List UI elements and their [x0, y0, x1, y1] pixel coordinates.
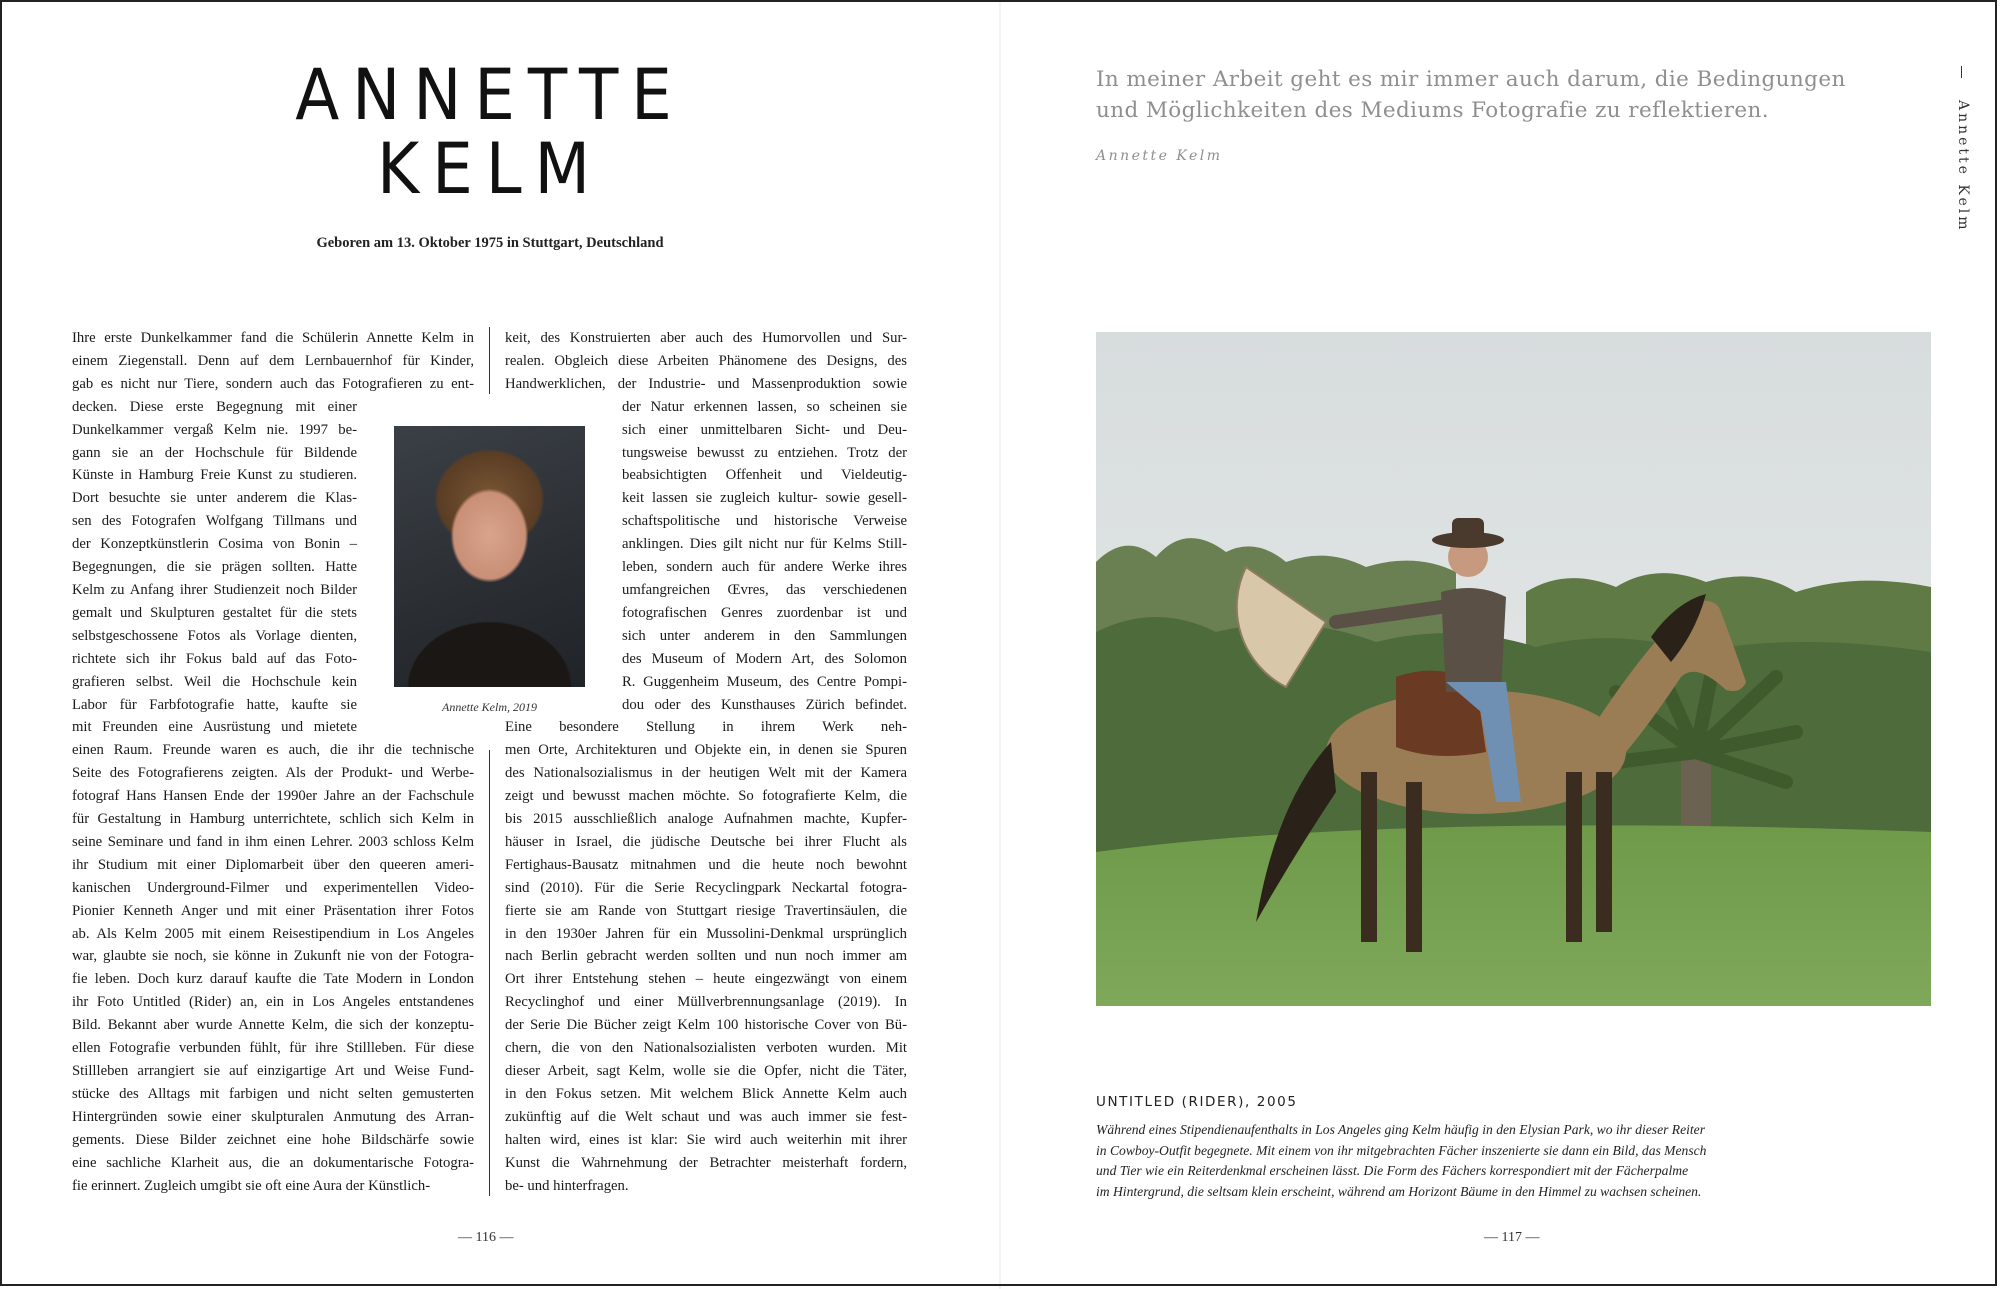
body-line: halten wird, eines ist klar: Sie wird auch weiterhin mit ihrer	[505, 1131, 907, 1148]
body-line: Eine besondere Stellung in ihrem Werk neh-	[505, 719, 907, 736]
body-line: Dunkelkammer vergaß Kelm nie. 1997 be-	[72, 421, 357, 438]
portrait-photo	[394, 426, 585, 687]
body-line: ab. Als Kelm 2005 mit einem Reisestipendium in Los Angeles	[72, 925, 474, 942]
body-line: Kunst die Wahrnehmung der Betrachter meisterhaft fordern,	[505, 1154, 907, 1171]
body-line: war, glaubte sie noch, sie könne in Zukunft nie von der Fotogra-	[72, 948, 474, 965]
rider-photo	[1096, 332, 1931, 1006]
body-line: Labor für Farbfotografie hatte, kaufte sie	[72, 696, 357, 713]
body-line: einen Raum. Freunde waren es auch, die ihr die technische	[72, 742, 474, 759]
body-line: nach Berlin gebracht werden sollten und nun noch immer am	[505, 948, 907, 965]
body-line: mit Freunden eine Ausrüstung und mietete	[72, 719, 357, 736]
body-line: Kelm zu Anfang ihrer Studienzeit noch Bilder	[72, 581, 357, 598]
plate-caption-line-3: und Tier wie ein Reiterdenkmal erscheinen lässt. Die Form des Fächers korrespondiert mit der Fächerpalme	[1096, 1163, 1689, 1179]
body-line: keit lassen sie zugleich kultur- sowie gesell-	[622, 490, 907, 507]
body-line: gements. Diese Bilder zeichnet eine hohe Bildschärfe sowie	[72, 1131, 474, 1148]
body-line: sich unter anderem in den Sammlungen	[622, 627, 907, 644]
body-line: Hintergründen sowie einer skulpturalen Anmutung des Arran-	[72, 1108, 474, 1125]
body-line: Ort ihrer Entstehung stehen – heute eingezwängt von einem	[505, 971, 907, 988]
body-line: realen. Obgleich diese Arbeiten Phänomene des Designs, des	[505, 352, 907, 369]
body-line: Ihre erste Dunkelkammer fand die Schülerin Annette Kelm in	[72, 330, 474, 346]
body-line: bis 2015 ausschließlich analoge Aufnahmen machte, Kupfer-	[505, 811, 907, 828]
gutter-shadow	[999, 0, 1001, 1289]
body-line: dieser Arbeit, sagt Kelm, wolle sie die Opfer, nicht die Täter,	[505, 1063, 907, 1079]
body-line: einem Ziegenstall. Denn auf dem Lernbauernhof für Kinder,	[72, 352, 474, 369]
body-line: Recyclinghof und einer Müllverbrennungsanlage (2019). In	[505, 994, 907, 1011]
body-line: zeigt und bewusst machen möchte. So fotografierte Kelm, die	[505, 788, 907, 805]
body-line: des Museum of Modern Art, des Solomon	[622, 650, 907, 667]
body-line: keit, des Konstruierten aber auch des Humorvollen und Sur-	[505, 330, 907, 346]
body-line: des Nationalsozialismus in der heutigen Welt mit der Kamera	[505, 765, 907, 782]
body-line: gemalt und Skulpturen gestaltet für die stets	[72, 604, 357, 621]
body-line: in den 1930er Jahren für ein Mussolini-Denkmal ursprünglich	[505, 925, 907, 942]
body-line: der Natur erkennen lassen, so scheinen sie	[622, 398, 907, 415]
body-line: in den Fokus setzen. Mit welchem Blick Annette Kelm auch	[505, 1085, 907, 1102]
birth-date-line: Geboren am 13. Oktober 1975 in Stuttgart, Deutschland	[316, 235, 664, 251]
body-line: Fertighaus-Bausatz mitnahmen und die heute noch bewohnt	[505, 856, 907, 873]
body-line: gab es nicht nur Tiere, sondern auch das Fotografieren zu ent-	[72, 375, 474, 392]
artist-name	[250, 54, 730, 210]
body-line: decken. Diese erste Begegnung mit einer	[72, 398, 357, 415]
page-number-right: — 117 —	[1484, 1230, 1540, 1245]
plate-caption-line-2: in Cowboy-Outfit begegnete. Mit einem von ihr mitgebrachten Fächer inszenierte sie dann ein Bild, das Mensch	[1096, 1142, 1707, 1158]
plate-caption	[1096, 1120, 1796, 1202]
body-line: umfangreichen Œvres, das verschiedenen	[622, 581, 907, 598]
body-line: chern, die von den Nationalsozialisten verboten wurden. Mit	[505, 1040, 907, 1057]
body-line: fie leben. Doch kurz darauf kaufte die Tate Modern in London	[72, 971, 474, 988]
artist-name-line-2: KELM	[377, 128, 603, 210]
body-line: ihr Studium mit einer Diplomarbeit über den queeren ameri-	[72, 856, 474, 873]
body-line: anklingen. Dies gilt nicht nur für Kelms Still-	[622, 536, 907, 553]
plate-title: UNTITLED (RIDER), 2005	[1096, 1094, 1298, 1110]
body-line: ellen Fotografie verbunden fühlt, für ihre Stillleben. Für diese	[72, 1040, 474, 1057]
portrait-caption: Annette Kelm, 2019	[442, 700, 537, 714]
body-line: Pionier Kenneth Anger und mit einer Präsentation ihrer Fotos	[72, 902, 474, 919]
column-rule-bottom	[489, 750, 490, 1196]
body-line: für Gestaltung in Hamburg unterrichtete, schlich sich Kelm in	[72, 811, 474, 828]
body-line: Seite des Fotografierens zeigten. Als der Produkt- und Werbe-	[72, 765, 474, 782]
body-line: eine sachliche Klarheit aus, die an dokumentarische Fotogra-	[72, 1154, 474, 1171]
pull-quote	[1096, 64, 1856, 126]
body-line: fotograf Hans Hansen Ende der 1990er Jahre an der Fachschule	[72, 788, 474, 805]
body-line: sich einer unmittelbaren Sicht- und Deu-	[622, 421, 907, 438]
body-line: schaftspolitische und historische Verweise	[622, 513, 907, 530]
body-line: dou oder des Kunsthauses Zürich befindet.	[622, 696, 907, 713]
body-line: Dort besuchte sie unter anderem die Klas-	[72, 490, 357, 507]
quote-author: Annette Kelm	[1096, 148, 1223, 164]
body-line: Künste in Hamburg Freie Kunst zu studieren.	[72, 467, 357, 484]
body-line: sind (2010). Für die Serie Recyclingpark Neckartal fotogra-	[505, 879, 907, 896]
body-line: häuser in Israel, die jüdische Deutsche bei ihrer Flucht als	[505, 833, 907, 850]
column-rule-top	[489, 327, 490, 394]
body-line: be- und hinterfragen.	[505, 1177, 629, 1194]
body-line: der Konzeptkünstlerin Cosima von Bonin –	[72, 536, 357, 553]
running-head: Annette Kelm	[1955, 100, 1971, 233]
rider-photo-illustration	[1096, 332, 1931, 1006]
body-line: sen des Fotografen Wolfgang Tillmans und	[72, 513, 357, 530]
body-line: selbstgeschossene Fotos als Vorlage dienten,	[72, 627, 357, 644]
body-line: stücke des Alltags mit farbigen und nicht selten gemusterten	[72, 1085, 474, 1102]
body-line: fie erinnert. Zugleich umgibt sie oft eine Aura der Künstlich-	[72, 1177, 431, 1194]
body-line: fierte sie am Rande von Stuttgart riesige Travertinsäulen, die	[505, 902, 907, 919]
page-number-left: — 116 —	[458, 1230, 514, 1245]
body-line: kanischen Underground-Filmer und experimentellen Video-	[72, 879, 474, 896]
body-line: ihr Foto Untitled (Rider) an, ein in Los Angeles entstandenes	[72, 994, 474, 1011]
body-line: leben, sondern auch für andere Werke ihres	[622, 559, 907, 576]
body-line: gann sie an der Hochschule für Bildende	[72, 444, 357, 461]
plate-caption-line-1: Während eines Stipendienaufenthalts in Los Angeles ging Kelm häufig in den Elysian Park, wo ihr dieser Reiter	[1096, 1122, 1706, 1137]
body-line: Bild. Bekannt aber wurde Annette Kelm, die sich der konzeptu-	[72, 1017, 474, 1034]
body-line: seine Seminare und fand in ihm einen Lehrer. 2003 schloss Kelm	[72, 833, 474, 850]
pull-quote-line-1: In meiner Arbeit geht es mir immer auch darum, die Bedingungen	[1096, 67, 1846, 92]
running-head-tick	[1961, 66, 1962, 78]
body-line: Stillleben arrangiert sie auf einzigartige Art und Weise Fund-	[72, 1063, 474, 1079]
body-line: richtete sich ihr Fokus bald auf das Foto-	[72, 650, 357, 667]
body-line: zukünftig auf die Welt schaut und was auch immer sie fest-	[505, 1108, 907, 1125]
body-line: grafieren selbst. Weil die Hochschule kein	[72, 673, 357, 690]
pull-quote-line-2: und Möglichkeiten des Mediums Fotografie zu reflektieren.	[1096, 98, 1769, 123]
body-line: Begegnungen, die sie prägen sollten. Hatte	[72, 559, 357, 576]
body-line: tungsweise bewusst zu entziehen. Trotz der	[622, 444, 907, 461]
artist-name-line-1: ANNETTE	[295, 54, 685, 136]
plate-caption-line-4: im Hintergrund, die seltsam klein erscheint, während am Horizont Bäume in den Himmel zu wachsen scheinen.	[1096, 1183, 1702, 1199]
body-line: beabsichtigten Offenheit und Vieldeutig-	[622, 467, 907, 484]
body-line: fotografischen Genres zuordenbar ist und	[622, 604, 907, 621]
body-line: Handwerklichen, der Industrie- und Massenproduktion sowie	[505, 375, 907, 392]
body-line: men Orte, Architekturen und Objekte ein, in denen sie Spuren	[505, 742, 907, 759]
body-line: R. Guggenheim Museum, des Centre Pompi-	[622, 673, 907, 690]
body-line: der Serie Die Bücher zeigt Kelm 100 historische Cover von Bü-	[505, 1017, 907, 1034]
